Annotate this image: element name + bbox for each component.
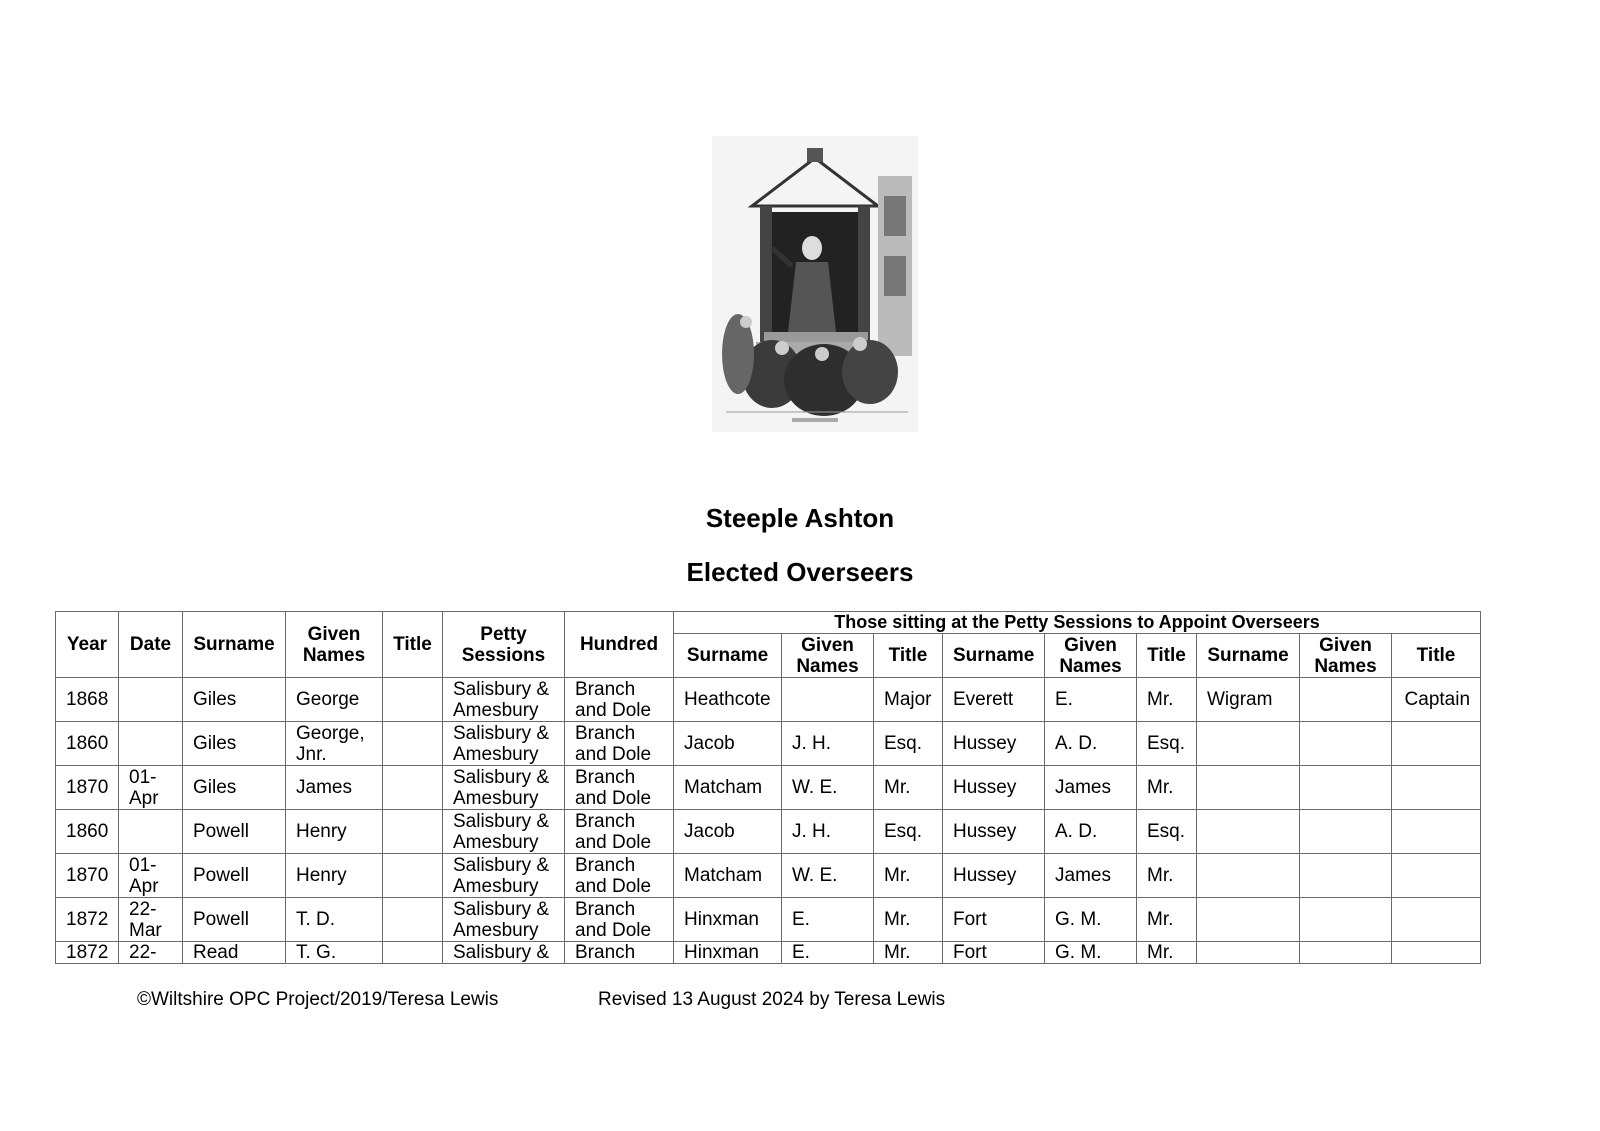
table-cell: Salisbury & Amesbury — [443, 722, 565, 766]
table-body — [56, 678, 1481, 964]
table-cell: Esq. — [1137, 722, 1197, 766]
table-cell: E. — [782, 898, 874, 942]
table-cell: James — [286, 766, 383, 810]
table-cell: 01-Apr — [119, 854, 183, 898]
table-row — [56, 942, 1481, 964]
table-cell: Giles — [183, 678, 286, 722]
table-cell: A. D. — [1045, 722, 1137, 766]
table-cell: 22-Mar — [119, 898, 183, 942]
table-row — [56, 678, 1481, 722]
sub-col-header: Given Names — [782, 634, 874, 678]
table-cell: Salisbury & Amesbury — [443, 678, 565, 722]
copyright-note: ©Wiltshire OPC Project/2019/Teresa Lewis — [137, 989, 499, 1010]
table-cell — [1300, 722, 1392, 766]
col-header: Title — [383, 612, 443, 678]
table-cell: G. M. — [1045, 942, 1137, 964]
col-header: Date — [119, 612, 183, 678]
table-cell — [1392, 810, 1481, 854]
table-cell: Read — [183, 942, 286, 964]
table-cell — [1392, 854, 1481, 898]
table-cell: 22- — [119, 942, 183, 964]
table-cell: Matcham — [674, 854, 782, 898]
col-header: Surname — [183, 612, 286, 678]
table-cell: Mr. — [1137, 766, 1197, 810]
sub-col-header: Title — [1137, 634, 1197, 678]
table-cell: Giles — [183, 766, 286, 810]
table-row — [56, 722, 1481, 766]
table-cell: Branch and Dole — [565, 722, 674, 766]
table-cell: Hussey — [943, 810, 1045, 854]
table-row — [56, 854, 1481, 898]
table-cell: A. D. — [1045, 810, 1137, 854]
table-cell: 1870 — [56, 854, 119, 898]
page-title: Steeple Ashton — [705, 503, 895, 533]
table-cell: Mr. — [874, 898, 943, 942]
table-cell: Esq. — [874, 722, 943, 766]
table-cell: 1870 — [56, 766, 119, 810]
table-cell — [383, 898, 443, 942]
table-cell: E. — [782, 942, 874, 964]
table-row — [56, 766, 1481, 810]
illustration — [712, 136, 918, 432]
table-cell — [383, 678, 443, 722]
table-cell: Mr. — [1137, 678, 1197, 722]
table-cell — [1197, 722, 1300, 766]
table-cell: Powell — [183, 810, 286, 854]
table-cell — [1392, 766, 1481, 810]
table-row — [56, 810, 1481, 854]
table-cell: Hinxman — [674, 898, 782, 942]
table-cell: Jacob — [674, 810, 782, 854]
table-cell: Giles — [183, 722, 286, 766]
table-cell — [119, 678, 183, 722]
table-cell — [1300, 854, 1392, 898]
table-cell: Everett — [943, 678, 1045, 722]
col-header: Petty Sessions — [443, 612, 565, 678]
table-cell: 01-Apr — [119, 766, 183, 810]
table-cell: Captain — [1392, 678, 1481, 722]
table-cell: 1860 — [56, 722, 119, 766]
table-cell: Branch and Dole — [565, 898, 674, 942]
table-cell: T. G. — [286, 942, 383, 964]
table-cell: Mr. — [874, 854, 943, 898]
overseers-table — [55, 611, 1481, 964]
table-cell: Heathcote — [674, 678, 782, 722]
table-cell — [1300, 810, 1392, 854]
table-cell — [782, 678, 874, 722]
table-cell: Mr. — [1137, 898, 1197, 942]
table-cell: Mr. — [874, 766, 943, 810]
table-cell: Salisbury & — [443, 942, 565, 964]
table-cell: Powell — [183, 854, 286, 898]
table-cell — [1197, 942, 1300, 964]
table-cell: 1868 — [56, 678, 119, 722]
table-cell: W. E. — [782, 766, 874, 810]
table-cell: Powell — [183, 898, 286, 942]
table-cell: J. H. — [782, 810, 874, 854]
table-cell: G. M. — [1045, 898, 1137, 942]
table-cell: Hinxman — [674, 942, 782, 964]
group-header: Those sitting at the Petty Sessions to Appoint Overseers — [674, 612, 1481, 634]
table-cell: Esq. — [1137, 810, 1197, 854]
table-row — [56, 898, 1481, 942]
table-cell — [1197, 854, 1300, 898]
table-cell — [1392, 722, 1481, 766]
table-header — [56, 612, 1481, 678]
table-cell: Fort — [943, 942, 1045, 964]
table-cell: Branch — [565, 942, 674, 964]
table-cell — [1392, 898, 1481, 942]
table-cell — [119, 810, 183, 854]
table-cell — [1392, 942, 1481, 964]
table-cell — [1197, 766, 1300, 810]
sub-col-header: Surname — [1197, 634, 1300, 678]
header-row — [56, 612, 1481, 634]
table-cell: Branch and Dole — [565, 678, 674, 722]
table-cell — [383, 766, 443, 810]
col-header: Hundred — [565, 612, 674, 678]
table-cell — [383, 854, 443, 898]
table-cell — [1300, 766, 1392, 810]
col-header: Given Names — [286, 612, 383, 678]
table-cell — [1197, 898, 1300, 942]
table-cell: E. — [1045, 678, 1137, 722]
table-cell — [383, 942, 443, 964]
table-cell: Jacob — [674, 722, 782, 766]
page-subtitle: Elected Overseers — [686, 557, 914, 587]
sub-col-header: Title — [1392, 634, 1481, 678]
sub-col-header: Given Names — [1045, 634, 1137, 678]
col-header: Year — [56, 612, 119, 678]
table-cell — [1197, 810, 1300, 854]
table-cell — [1300, 678, 1392, 722]
table-cell: W. E. — [782, 854, 874, 898]
table-cell: Hussey — [943, 854, 1045, 898]
table-cell: Henry — [286, 810, 383, 854]
table-cell — [383, 722, 443, 766]
table-cell — [1300, 942, 1392, 964]
table-cell — [1300, 898, 1392, 942]
table-cell: Salisbury & Amesbury — [443, 810, 565, 854]
table-cell: James — [1045, 854, 1137, 898]
table-cell: 1872 — [56, 898, 119, 942]
table-cell: Mr. — [874, 942, 943, 964]
sub-col-header: Surname — [674, 634, 782, 678]
table-cell: Mr. — [1137, 854, 1197, 898]
table-cell: Branch and Dole — [565, 854, 674, 898]
table-cell: 1860 — [56, 810, 119, 854]
table-cell: Branch and Dole — [565, 810, 674, 854]
sub-col-header: Given Names — [1300, 634, 1392, 678]
table-cell: Wigram — [1197, 678, 1300, 722]
sub-col-header: Title — [874, 634, 943, 678]
table-cell: J. H. — [782, 722, 874, 766]
table-cell: 1872 — [56, 942, 119, 964]
table-cell: James — [1045, 766, 1137, 810]
revision-note: Revised 13 August 2024 by Teresa Lewis — [598, 989, 946, 1010]
table-cell — [119, 722, 183, 766]
table-cell: Matcham — [674, 766, 782, 810]
table-cell: Branch and Dole — [565, 766, 674, 810]
table-cell: Hussey — [943, 722, 1045, 766]
table-cell: Salisbury & Amesbury — [443, 898, 565, 942]
table-cell: Major — [874, 678, 943, 722]
table-cell: Mr. — [1137, 942, 1197, 964]
table-cell — [383, 810, 443, 854]
table-cell: Henry — [286, 854, 383, 898]
table-cell: Hussey — [943, 766, 1045, 810]
table-cell: Fort — [943, 898, 1045, 942]
table-cell: Salisbury & Amesbury — [443, 854, 565, 898]
engraving-image — [712, 136, 918, 432]
table-cell: George, Jnr. — [286, 722, 383, 766]
table-cell: Esq. — [874, 810, 943, 854]
sub-col-header: Surname — [943, 634, 1045, 678]
table-cell: George — [286, 678, 383, 722]
table-cell: Salisbury & Amesbury — [443, 766, 565, 810]
table-cell: T. D. — [286, 898, 383, 942]
